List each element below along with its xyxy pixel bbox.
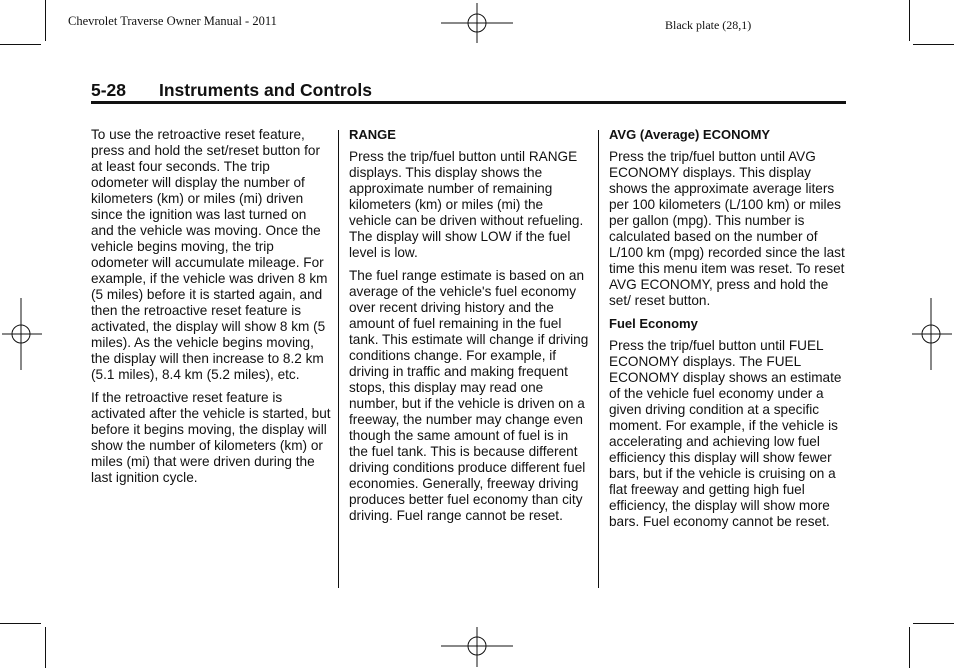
section-title	[91, 80, 372, 101]
plate-label: Black plate (28,1)	[665, 18, 752, 32]
paragraph: Press the trip/fuel button until AVG ECONOMY displays. This display shows the approximate average liters per 100 kilometers (L/100 km) or miles per gallon (mpg). This number is calculated based on the number of L/100 km (mpg) recorded since the last time this menu item was reset. To reset AVG ECONOMY, press and hold the set/ reset button.	[609, 149, 845, 308]
registration-mark-top	[441, 3, 513, 43]
subheading-avg-economy: AVG (Average) ECONOMY	[609, 127, 771, 142]
manual-title: Chevrolet Traverse Owner Manual - 2011	[68, 14, 277, 28]
paragraph: If the retroactive reset feature is activated after the vehicle is started, but before it begins moving, the display will show the number of kilometers (km) or miles (mi) that were driven during the last ignition cycle.	[91, 390, 331, 485]
subheading-fuel-economy: Fuel Economy	[609, 316, 698, 331]
registration-mark-right	[912, 298, 952, 370]
paragraph: The fuel range estimate is based on an average of the vehicle's fuel economy over recent driving history and the amount of fuel remaining in the fuel tank. This estimate will change if driving conditions change. For example, if driving in traffic and making frequent stops, this display may read one number, but if the vehicle is driven on a freeway, the number may change even though the same amount of fuel is in the fuel tank. This is because different driving conditions produce different fuel economies. Generally, freeway driving produces better fuel economy than city driving. Fuel range cannot be reset.	[349, 268, 589, 523]
column-divider	[338, 130, 339, 588]
paragraph: To use the retroactive reset feature, press and hold the set/reset button for at least four seconds. The trip odometer will display the number of kilometers (km) or miles (mi) driven since the ignition was last turned on and the vehicle was moving. Once the vehicle begins moving, the trip odometer will accumulate mileage. For example, if the vehicle was driven 8 km (5 miles) before it is started again, and then the retroactive reset feature is activated, the display will show 8 km (5 miles). As the vehicle begins moving, the display will then increase to 8.2 km (5.1 miles), 8.4 km (5.2 miles), etc.	[91, 127, 328, 382]
subheading-range: RANGE	[349, 127, 396, 142]
column-2	[349, 127, 589, 531]
column-3	[609, 127, 845, 537]
page-number: 5-28	[91, 80, 127, 100]
title-rule	[91, 101, 846, 104]
registration-mark-left	[2, 298, 42, 370]
registration-mark-bottom	[441, 627, 513, 667]
column-1	[91, 127, 331, 493]
column-divider	[598, 130, 599, 588]
paragraph: Press the trip/fuel button until RANGE displays. This display shows the approximate number of remaining kilometers (km) or miles (mi) the vehicle can be driven without refueling. The display will show LOW if the fuel level is low.	[349, 149, 584, 260]
paragraph: Press the trip/fuel button until FUEL ECONOMY displays. The FUEL ECONOMY display shows an estimate of the vehicle fuel economy under a given driving condition at a specific moment. For example, if the vehicle is accelerating and achieving low fuel efficiency this display will show fewer bars, but if the vehicle is cruising on a flat freeway and getting high fuel efficiency, the display will show more bars. Fuel economy cannot be reset.	[609, 338, 842, 529]
section-name: Instruments and Controls	[159, 80, 372, 100]
